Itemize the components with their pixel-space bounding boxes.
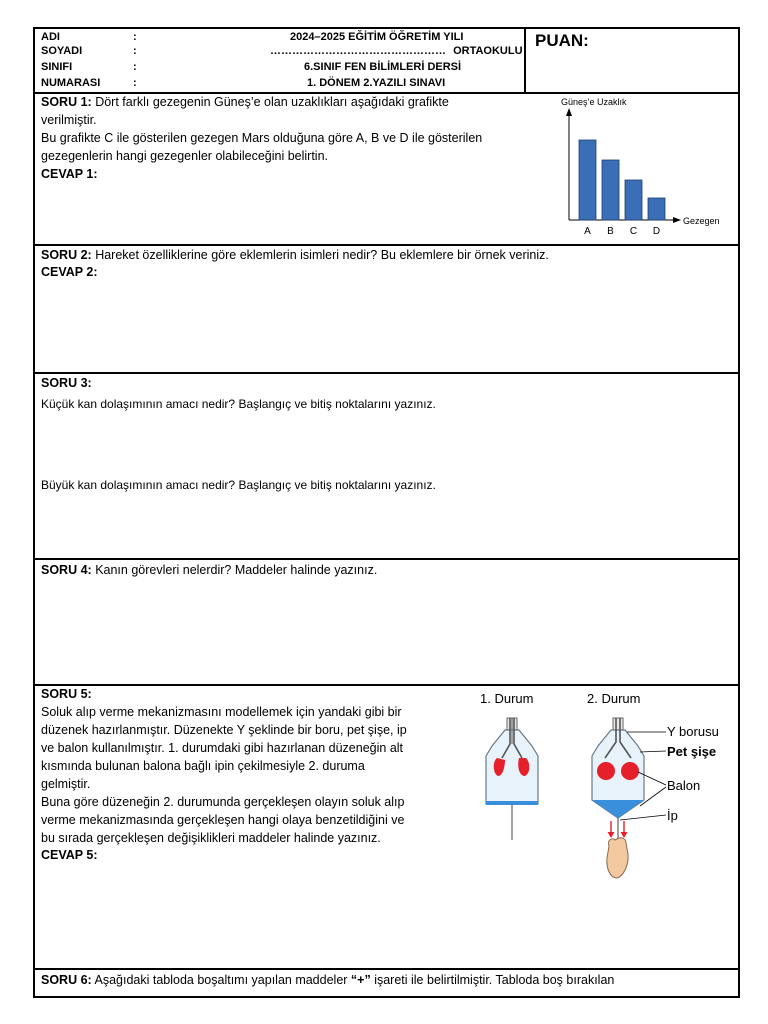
chart-x-axis-arrow (673, 217, 681, 223)
question-6-text (41, 972, 614, 990)
school-dots: ………………………………………… (270, 45, 446, 57)
school-year: 2024–2025 EĞİTİM ÖĞRETİM YILI (290, 31, 464, 43)
chart-y-axis-label: Güneş’e Uzaklık (561, 97, 627, 107)
bottle-state-1 (486, 718, 538, 840)
chart-tick-label: C (629, 226, 638, 237)
label-string: İp (667, 808, 678, 823)
question-1-line: gezegenlerin hangi gezegenler olabileceğini belirtin. (41, 149, 329, 163)
state-1-caption: 1. Durum (480, 691, 534, 706)
question-4-body: Kanın görevleri nelerdir? Maddeler halinde yazınız. (95, 563, 378, 577)
state-2-caption: 2. Durum (587, 691, 641, 706)
planet-distance-chart (555, 92, 740, 242)
school-name-line (270, 45, 523, 58)
chart-x-axis-label: Gezegen (683, 216, 720, 226)
question-5-line: kısmında bulunan balona bağlı ipin çekilmesiyle 2. duruma (41, 759, 365, 773)
question-5-line: Soluk alıp verme mekanizmasını modellemek için yandaki gibi bir (41, 705, 402, 719)
question-5-line: düzenek hazırlanmıştır. Düzenekte Y şeklinde bir boru, pet şişe, ip (41, 723, 407, 737)
chart-bar-d (648, 198, 665, 220)
answer-1-label: CEVAP 1: (41, 167, 98, 181)
field-colon: : (133, 61, 137, 73)
question-6-body (95, 973, 615, 987)
chart-tick-label: B (607, 226, 614, 237)
question-5-line: ve balon kullanılmıştır. 1. durumdaki gibi hazırlanan düzeneğin alt (41, 741, 404, 755)
chart-bar-a (579, 140, 596, 220)
label-bottle: Pet şişe (667, 744, 717, 759)
question-4-text (41, 562, 377, 580)
question-2-body: Hareket özelliklerine göre eklemlerin isimleri nedir? Bu eklemlere bir örnek veriniz. (95, 248, 549, 262)
chart-y-axis-arrow (566, 108, 572, 116)
question-6-label: SORU 6: (41, 973, 92, 987)
question-2-text (41, 247, 549, 265)
question-6-text-before: Aşağıdaki tabloda boşaltımı yapılan maddeler (94, 973, 351, 987)
field-colon: : (133, 31, 137, 43)
bottle-state-2 (592, 718, 644, 878)
chart-bar-b (602, 160, 619, 220)
label-balloon: Balon (667, 778, 701, 793)
question-3-label: SORU 3: (41, 376, 92, 390)
question-4-label: SORU 4: (41, 563, 92, 577)
school-suffix: ORTAOKULU (453, 45, 523, 57)
question-5-line: Buna göre düzeneğin 2. durumunda gerçekleşen olayın soluk alıp (41, 795, 405, 809)
question-1-text (41, 94, 449, 112)
hand-icon (607, 838, 628, 878)
field-colon: : (133, 77, 137, 89)
question-1-line: Dört farklı gezegenin Güneş’e olan uzaklıkları aşağıdaki grafikte (95, 95, 449, 109)
question-3-part-2: Büyük kan dolaşımının amacı nedir? Başlangıç ve bitiş noktalarını yazınız. (41, 478, 436, 492)
question-6-text-after: işareti ile belirtilmiştir. Tabloda boş bırakılan (370, 973, 615, 987)
answer-2-label: CEVAP 2: (41, 265, 98, 279)
question-5-label: SORU 5: (41, 687, 92, 701)
exam-title: 1. DÖNEM 2.YAZILI SINAVI (307, 77, 446, 89)
question-2-label: SORU 2: (41, 248, 92, 262)
label-y-tube: Y borusu (667, 724, 719, 739)
breathing-model-figure (470, 688, 738, 888)
score-label: PUAN: (535, 31, 589, 50)
chart-tick-label: D (652, 226, 661, 237)
question-3-part-1: Küçük kan dolaşımının amacı nedir? Başlangıç ve bitiş noktalarını yazınız. (41, 397, 436, 411)
field-class-label: SINIFI (41, 61, 73, 73)
course-title: 6.SINIF FEN BİLİMLERİ DERSİ (304, 61, 462, 73)
plus-symbol: “+” (350, 973, 371, 987)
field-colon: : (133, 45, 137, 57)
field-surname-label: SOYADI (41, 45, 83, 57)
question-5-line: verme mekanizmasında gerçekleşen hangi olaya benzetildiğini ve (41, 813, 405, 827)
chart-bar-c (625, 180, 642, 220)
question-5-line: gelmiştir. (41, 777, 91, 791)
answer-5-label: CEVAP 5: (41, 848, 98, 862)
question-1-label: SORU 1: (41, 95, 92, 109)
question-5-line: bu sırada gerçekleşen değişiklikleri maddeler halinde yazınız. (41, 831, 381, 845)
question-1-line: verilmiştir. (41, 113, 97, 127)
chart-tick-label: A (584, 226, 591, 237)
score-divider (524, 27, 526, 94)
field-name-label: ADI (41, 31, 60, 43)
question-1-line: Bu grafikte C ile gösterilen gezegen Mars olduğuna göre A, B ve D ile gösterilen (41, 131, 483, 145)
field-number-label: NUMARASI (41, 77, 101, 89)
